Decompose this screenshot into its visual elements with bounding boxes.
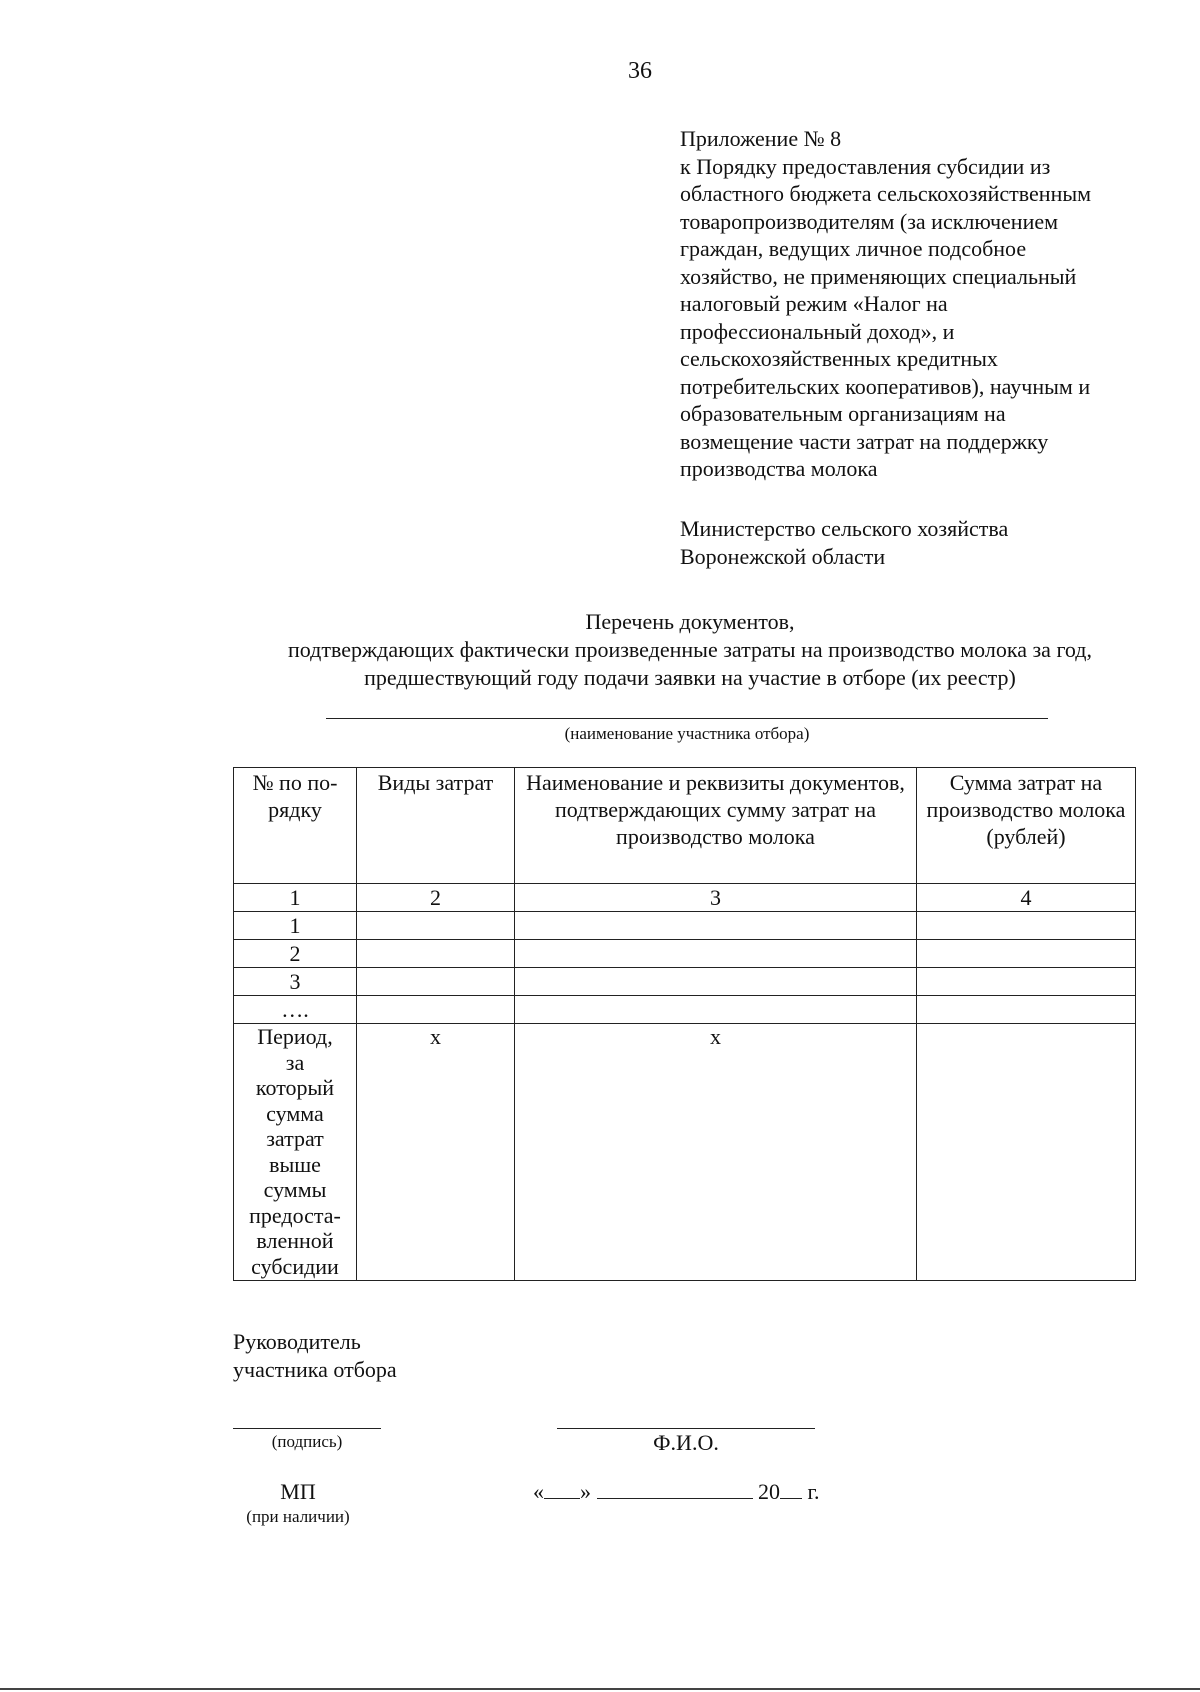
period-cost-type-cell: х: [357, 1024, 515, 1281]
date-open-quote: «: [533, 1479, 544, 1504]
table-cell[interactable]: [357, 996, 515, 1024]
appendix-line: областного бюджета сельскохозяйственным: [680, 181, 1092, 206]
table-row: [234, 996, 1136, 1024]
table-cell[interactable]: [515, 968, 917, 996]
appendix-line: профессиональный доход», и: [680, 318, 955, 344]
table-cell[interactable]: [917, 968, 1136, 996]
period-label-line: вленной: [256, 1228, 334, 1253]
appendix-line: к Порядку предоставления субсидии из: [680, 153, 1051, 179]
page-number: 36: [628, 58, 652, 84]
addressee: [680, 515, 1180, 571]
stamp-label: МП: [280, 1479, 316, 1504]
table-cell: 1: [234, 912, 357, 940]
period-row: [234, 1024, 1136, 1281]
period-label-line: субсидии: [251, 1253, 339, 1279]
period-label-cell: [234, 1024, 357, 1281]
table-cell[interactable]: [917, 912, 1136, 940]
signature-line[interactable]: [233, 1428, 381, 1429]
period-label-line: суммы: [263, 1177, 327, 1202]
year-suffix: г.: [807, 1479, 820, 1504]
table-cell[interactable]: [357, 940, 515, 968]
period-label-line: сумма: [266, 1100, 324, 1126]
column-number-cell: 4: [917, 884, 1136, 912]
appendix-line: сельскохозяйственных кредитных: [680, 346, 998, 371]
title-line: Перечень документов,: [585, 609, 795, 634]
appendix-line: производства молока: [680, 456, 878, 481]
table-cell[interactable]: [917, 996, 1136, 1024]
period-documents-cell: х: [515, 1024, 917, 1281]
column-number-cell: 3: [515, 884, 917, 912]
table-row: [234, 912, 1136, 940]
appendix-header: [680, 125, 1180, 483]
signatory-label: [233, 1328, 397, 1384]
header-cell-amount: Сумма затрат на производство молока (рублей): [917, 768, 1136, 884]
addressee-line: Министерство сельского хозяйства: [680, 516, 1009, 541]
costs-table: [233, 767, 1136, 1281]
date-field: [533, 1478, 820, 1505]
year-blank[interactable]: [780, 1478, 802, 1499]
table-cell[interactable]: [515, 940, 917, 968]
table-row: [234, 968, 1136, 996]
title-line: подтверждающих фактически произведенные затраты на производство молока за год,: [288, 637, 1092, 662]
period-label-line: предоста-: [249, 1202, 341, 1228]
full-name-line[interactable]: [557, 1428, 815, 1429]
table-cell: 3: [234, 968, 357, 996]
appendix-line: налоговый режим «Налог на: [680, 291, 948, 316]
stamp-note: (при наличии): [246, 1507, 350, 1526]
table-cell[interactable]: [357, 912, 515, 940]
full-name-caption: Ф.И.О.: [653, 1430, 719, 1455]
appendix-line: товаропроизводителям (за исключением: [680, 208, 1059, 234]
signature-caption: (подпись): [271, 1432, 343, 1451]
header-cell-cost-type: Виды затрат: [357, 768, 515, 884]
period-label-line: Период,: [257, 1024, 333, 1049]
column-numbers-row: [234, 884, 1136, 912]
period-label-line: который: [255, 1075, 335, 1100]
header-cell-number: № по по-рядку: [234, 768, 357, 884]
table-cell[interactable]: [357, 968, 515, 996]
month-blank[interactable]: [597, 1478, 753, 1499]
period-amount-cell[interactable]: [917, 1024, 1136, 1281]
signatory-label-line: Руководитель: [233, 1329, 361, 1354]
column-number-cell: 2: [357, 884, 515, 912]
table-cell[interactable]: [515, 912, 917, 940]
appendix-line: граждан, ведущих личное подсобное: [680, 236, 1027, 261]
appendix-line: возмещение части затрат на поддержку: [680, 428, 1049, 454]
document-title: [120, 608, 1200, 692]
page-bottom-rule: [0, 1688, 1200, 1690]
day-blank[interactable]: [544, 1478, 580, 1499]
participant-name-line: [326, 718, 1048, 719]
table-cell[interactable]: [515, 996, 917, 1024]
column-number-cell: 1: [234, 884, 357, 912]
appendix-line: хозяйство, не применяющих специальный: [680, 263, 1077, 289]
period-label-line: за: [285, 1049, 305, 1075]
year-prefix: 20: [758, 1479, 780, 1504]
appendix-line: Приложение № 8: [680, 126, 842, 151]
header-cell-documents: Наименование и реквизиты документов, подтверждающих сумму затрат на производство молока: [515, 768, 917, 884]
appendix-line: потребительских кооперативов), научным и: [680, 373, 1091, 399]
appendix-line: образовательным организациям на: [680, 401, 1006, 426]
period-label-line: затрат: [266, 1126, 324, 1151]
table-row: [234, 940, 1136, 968]
period-label-line: выше: [269, 1151, 321, 1177]
addressee-line: Воронежской области: [680, 544, 886, 569]
table-cell: 2: [234, 940, 357, 968]
table-cell[interactable]: [917, 940, 1136, 968]
table-header-row: [234, 768, 1136, 884]
participant-caption: (наименование участника отбора): [564, 724, 810, 743]
stamp-block: [233, 1478, 363, 1528]
title-line: предшествующий году подачи заявки на участие в отборе (их реестр): [364, 665, 1016, 690]
signatory-label-line: участника отбора: [233, 1357, 397, 1382]
table-cell: ….: [234, 996, 357, 1024]
date-close-quote: »: [580, 1479, 591, 1504]
